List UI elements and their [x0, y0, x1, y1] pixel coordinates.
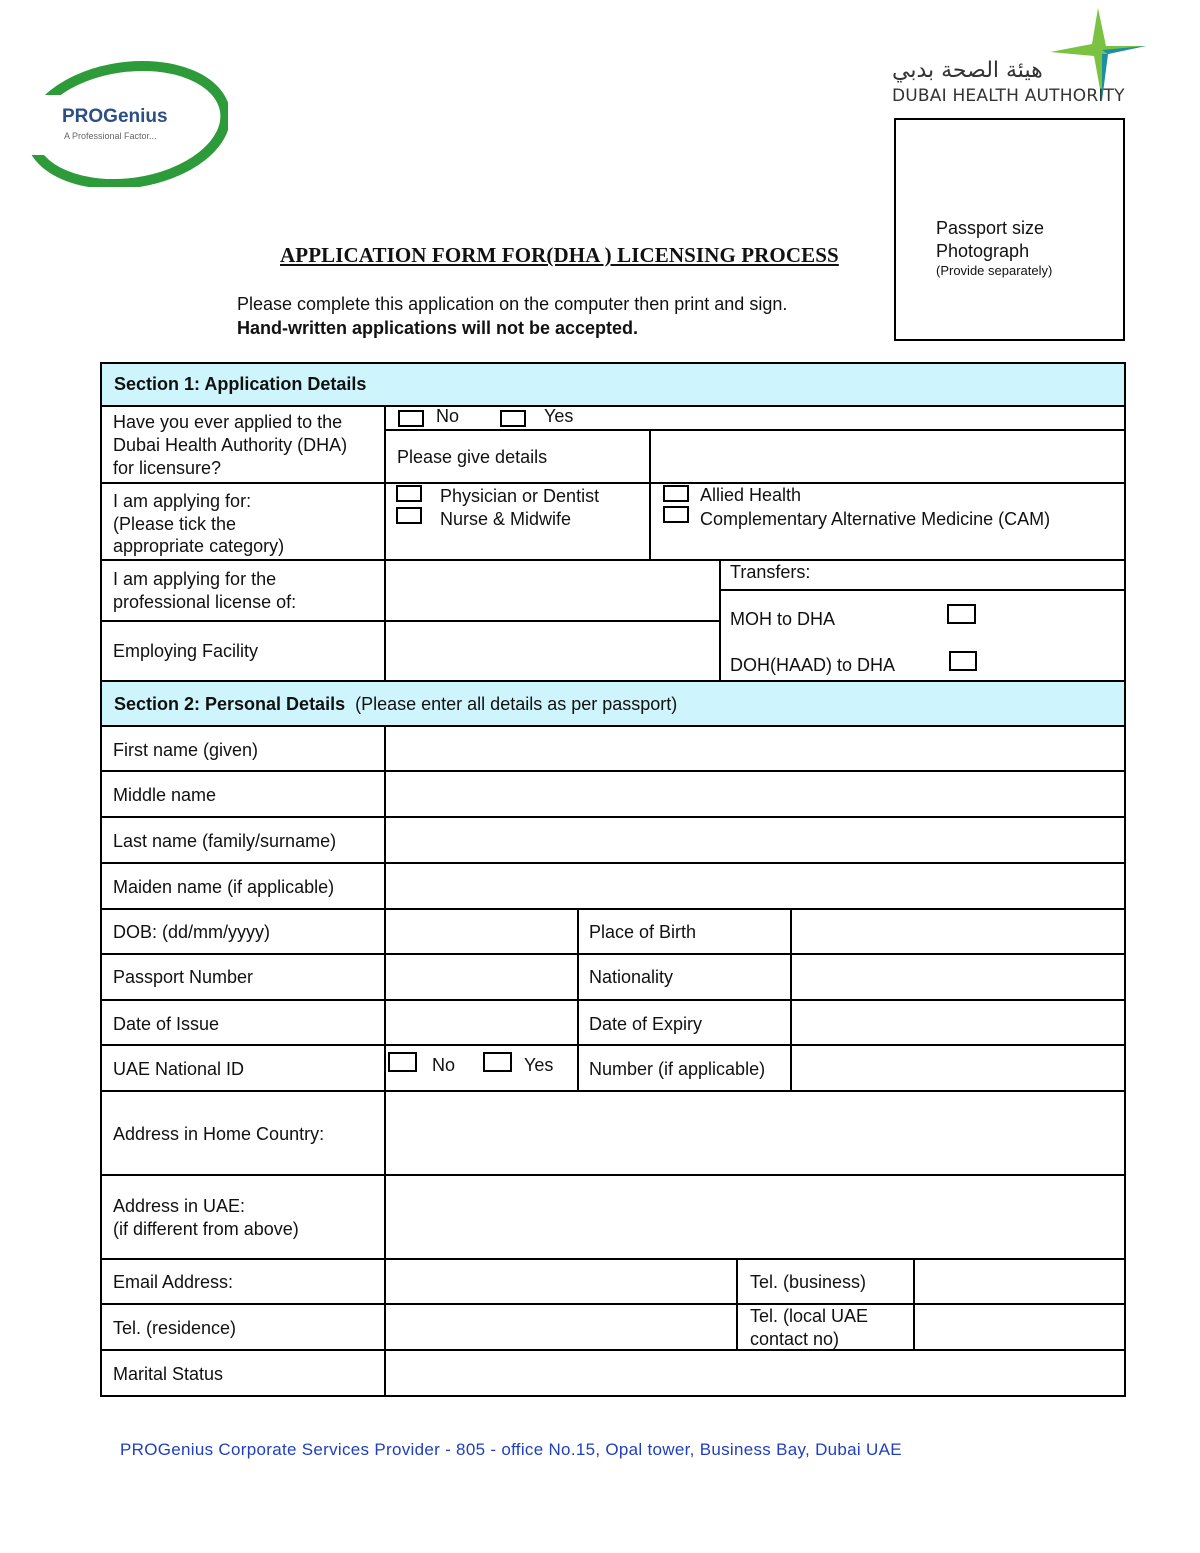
- tel-business-label: Tel. (business): [750, 1272, 867, 1292]
- doh-to-dha-label: DOH(HAAD) to DHA: [730, 655, 896, 675]
- application-form: [100, 362, 1126, 1397]
- progenius-logo-tagline: A Professional Factor...: [64, 131, 157, 141]
- warning-text: Hand-written applications will not be accepted.: [237, 318, 639, 338]
- middle-name-field[interactable]: [387, 773, 1123, 815]
- section1-title: Section 1: Application Details: [114, 374, 367, 394]
- passport-number-field[interactable]: [387, 956, 575, 998]
- uae-id-no-label: No: [432, 1055, 456, 1075]
- allied-health-checkbox[interactable]: [663, 485, 689, 502]
- address-uae-field[interactable]: [387, 1177, 1123, 1257]
- applying-for-hint: appropriate category): [113, 536, 285, 556]
- details-label: Please give details: [397, 447, 548, 467]
- address-uae-hint: (if different from above): [113, 1219, 299, 1239]
- section2-title-row: [114, 694, 677, 715]
- place-of-birth-label: Place of Birth: [589, 922, 697, 942]
- dha-logo-english: DUBAI HEALTH AUTHORITY: [892, 86, 1125, 106]
- marital-status-label: Marital Status: [113, 1364, 224, 1384]
- date-of-expiry-field[interactable]: [793, 1002, 1123, 1043]
- cam-label: Complementary Alternative Medicine (CAM): [700, 509, 1051, 529]
- passport-number-label: Passport Number: [113, 967, 254, 987]
- photo-box-note: (Provide separately): [936, 263, 1053, 278]
- physician-dentist-label: Physician or Dentist: [440, 486, 600, 506]
- last-name-label: Last name (family/surname): [113, 831, 337, 851]
- tel-business-field[interactable]: [916, 1261, 1123, 1302]
- physician-dentist-checkbox[interactable]: [396, 485, 422, 502]
- address-uae-label: Address in UAE:: [113, 1196, 246, 1216]
- doh-to-dha-checkbox[interactable]: [949, 651, 977, 671]
- first-name-label: First name (given): [113, 740, 259, 760]
- license-of-field[interactable]: [387, 562, 717, 618]
- nurse-midwife-checkbox[interactable]: [396, 507, 422, 524]
- form-title: APPLICATION FORM FOR(DHA ) LICENSING PROCESS: [280, 243, 839, 267]
- nationality-label: Nationality: [589, 967, 674, 987]
- dob-label: DOB: (dd/mm/yyyy): [113, 922, 271, 942]
- uae-id-no-checkbox[interactable]: [388, 1052, 417, 1072]
- applied-yes-label: Yes: [544, 406, 574, 426]
- progenius-logo-name: PROGenius: [62, 106, 168, 127]
- address-home-field[interactable]: [387, 1093, 1123, 1173]
- id-number-label: Number (if applicable): [589, 1059, 766, 1079]
- moh-to-dha-label: MOH to DHA: [730, 609, 836, 629]
- cam-checkbox[interactable]: [663, 506, 689, 523]
- uae-id-yes-checkbox[interactable]: [483, 1052, 512, 1072]
- middle-name-label: Middle name: [113, 785, 217, 805]
- applying-for-label: I am applying for:: [113, 491, 252, 511]
- last-name-field[interactable]: [387, 819, 1123, 861]
- license-of-label: I am applying for the: [113, 569, 277, 589]
- first-name-field[interactable]: [387, 728, 1123, 769]
- applied-question: Dubai Health Authority (DHA): [113, 435, 348, 455]
- tel-local-field[interactable]: [916, 1306, 1123, 1348]
- dha-logo-arabic: هيئة الصحة بدبي: [892, 58, 1043, 83]
- progenius-logo: [18, 55, 228, 187]
- applied-no-label: No: [436, 406, 460, 426]
- address-home-label: Address in Home Country:: [113, 1124, 325, 1144]
- section2-subtitle: (Please enter all details as per passport): [355, 694, 678, 714]
- dob-field[interactable]: [387, 911, 575, 952]
- tel-local-label: Tel. (local UAE: [750, 1306, 869, 1326]
- applied-yes-checkbox[interactable]: [500, 410, 526, 427]
- applying-for-hint: (Please tick the: [113, 514, 237, 534]
- date-of-expiry-label: Date of Expiry: [589, 1014, 703, 1034]
- uae-id-yes-label: Yes: [524, 1055, 554, 1075]
- id-number-field[interactable]: [793, 1047, 1123, 1089]
- maiden-name-field[interactable]: [387, 865, 1123, 907]
- allied-health-label: Allied Health: [700, 485, 802, 505]
- date-of-issue-label: Date of Issue: [113, 1014, 220, 1034]
- date-of-issue-field[interactable]: [387, 1002, 575, 1043]
- photo-box-label: Passport size: [936, 218, 1045, 238]
- moh-to-dha-checkbox[interactable]: [947, 604, 976, 624]
- instruction-text: Please complete this application on the computer then print and sign.: [237, 294, 788, 314]
- applied-no-checkbox[interactable]: [398, 410, 424, 427]
- nationality-field[interactable]: [793, 956, 1123, 998]
- details-field[interactable]: [652, 431, 1122, 481]
- license-of-label: professional license of:: [113, 592, 297, 612]
- maiden-name-label: Maiden name (if applicable): [113, 877, 335, 897]
- tel-local-label: contact no): [750, 1329, 840, 1349]
- tel-residence-field[interactable]: [387, 1306, 734, 1348]
- nurse-midwife-label: Nurse & Midwife: [440, 509, 572, 529]
- email-field[interactable]: [387, 1261, 734, 1302]
- employing-facility-label: Employing Facility: [113, 641, 259, 661]
- uae-national-id-label: UAE National ID: [113, 1059, 245, 1079]
- employing-facility-field[interactable]: [387, 623, 717, 679]
- applied-question: for licensure?: [113, 458, 222, 478]
- photo-box-label: Photograph: [936, 241, 1030, 261]
- email-label: Email Address:: [113, 1272, 234, 1292]
- footer-address: PROGenius Corporate Services Provider - 805 - office No.15, Opal tower, Business Bay, Dubai UAE: [120, 1440, 902, 1459]
- place-of-birth-field[interactable]: [793, 911, 1123, 952]
- transfers-label: Transfers:: [730, 562, 811, 582]
- section2-title: Section 2: Personal Details: [114, 694, 346, 714]
- tel-residence-label: Tel. (residence): [113, 1318, 237, 1338]
- applied-question: Have you ever applied to the: [113, 412, 343, 432]
- marital-status-field[interactable]: [387, 1352, 1123, 1394]
